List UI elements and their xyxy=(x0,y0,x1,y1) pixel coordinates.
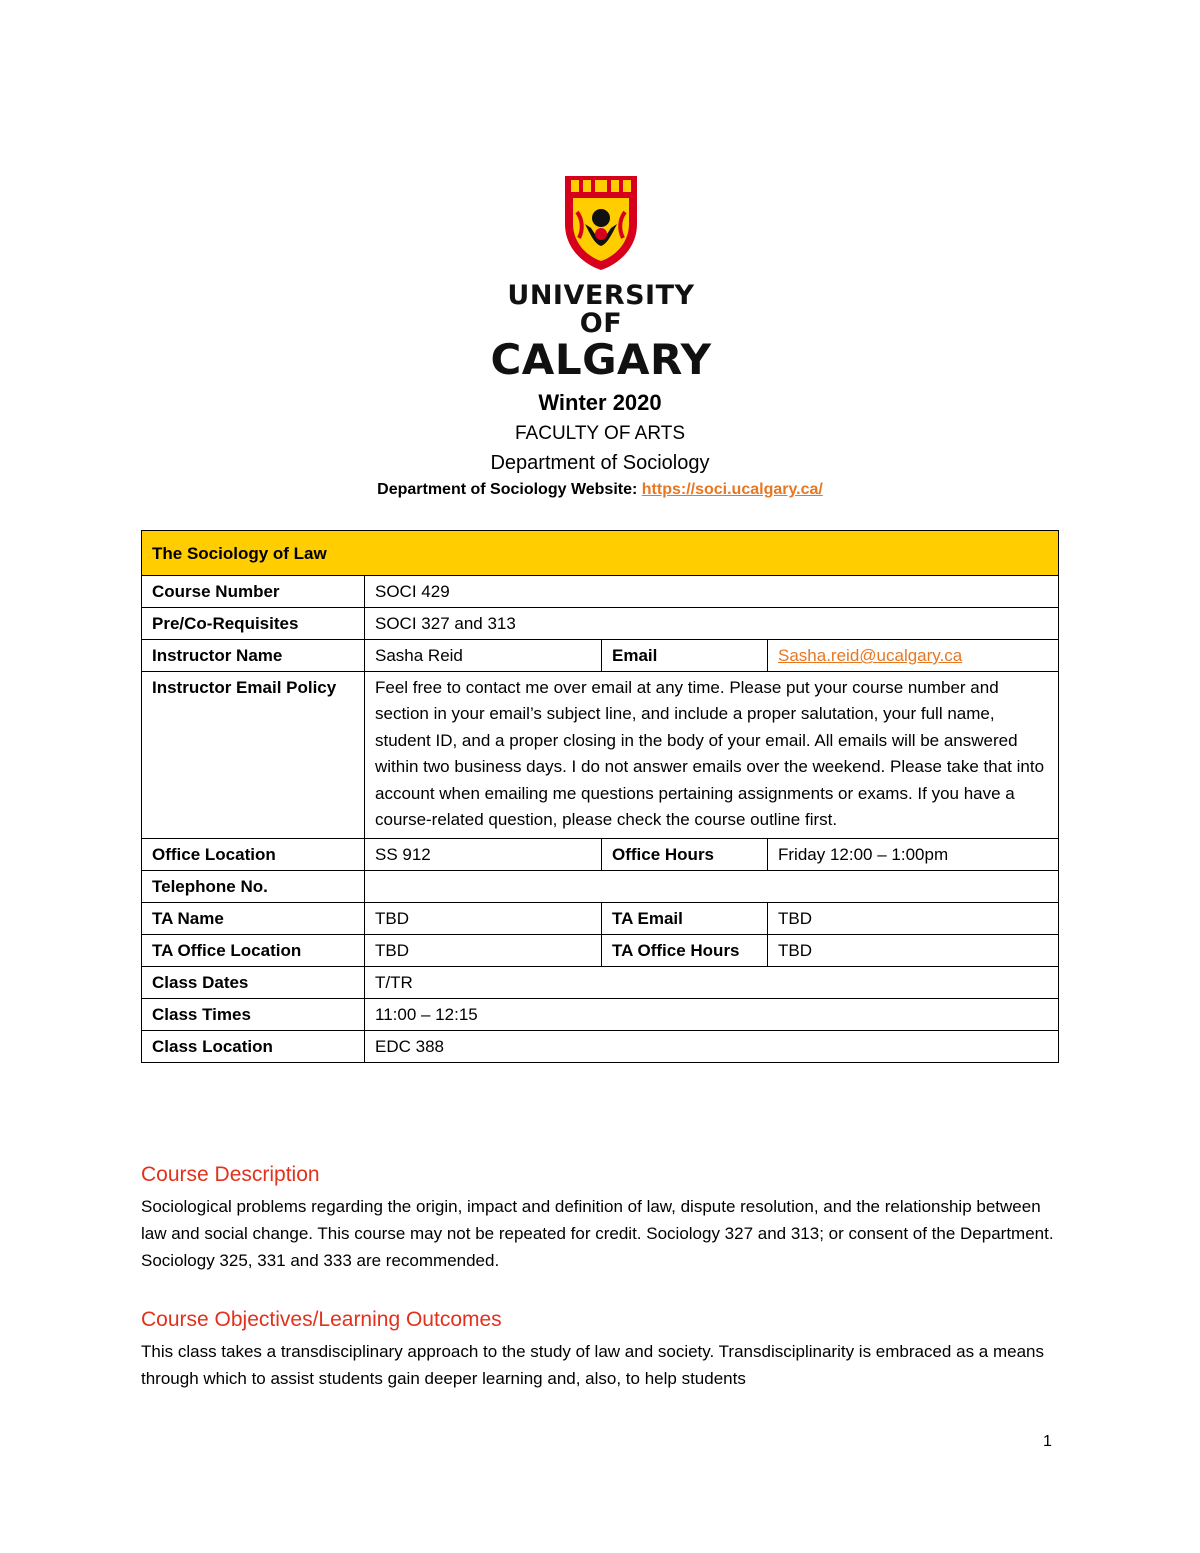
table-row xyxy=(142,672,1059,839)
ta-office-hours-value: TBD xyxy=(768,935,1059,967)
ta-email-label: TA Email xyxy=(602,903,768,935)
table-row xyxy=(142,839,1059,871)
class-times-label: Class Times xyxy=(142,999,365,1031)
office-location-label: Office Location xyxy=(142,839,365,871)
course-description-section xyxy=(141,1163,1059,1274)
telephone-label: Telephone No. xyxy=(142,871,365,903)
website-label: Department of Sociology Website: xyxy=(377,481,642,498)
instructor-value: Sasha Reid xyxy=(365,640,602,672)
course-objectives-section xyxy=(141,1308,1059,1392)
course-objectives-text: This class takes a transdisciplinary approach to the study of law and society. Transdisciplinarity is embraced as a means through which to assist students gain deeper learning and, also, to help students xyxy=(141,1342,1044,1388)
university-logo xyxy=(486,172,716,382)
class-location-label: Class Location xyxy=(142,1031,365,1063)
faculty-name: FACULTY OF ARTS xyxy=(515,423,685,444)
ta-office-location-value: TBD xyxy=(365,935,602,967)
table-row xyxy=(142,1031,1059,1063)
ta-name-label: TA Name xyxy=(142,903,365,935)
class-times-value: 11:00 – 12:15 xyxy=(365,999,1059,1031)
email-policy-value: Feel free to contact me over email at any time. Please put your course number and section in your email’s subject line, and include a proper salutation, your full name, student ID, and a proper closing in the body of your email. All emails will be answered within two business days. I do not answer emails over the weekend. Please take that into account when emailing me questions pertaining assignments or exams. If you have a course-related question, please check the course outline first. xyxy=(365,672,1059,839)
table-row xyxy=(142,608,1059,640)
table-row xyxy=(142,903,1059,935)
prereq-value: SOCI 327 and 313 xyxy=(365,608,1059,640)
class-dates-label: Class Dates xyxy=(142,967,365,999)
instructor-label: Instructor Name xyxy=(142,640,365,672)
table-row xyxy=(142,871,1059,903)
course-objectives-heading: Course Objectives/Learning Outcomes xyxy=(141,1308,502,1331)
instructor-email-link[interactable]: Sasha.reid@ucalgary.ca xyxy=(778,646,963,665)
logo-wordmark-line1: UNIVERSITY OF xyxy=(507,280,695,339)
department-website xyxy=(0,481,1200,499)
ta-email-value: TBD xyxy=(768,903,1059,935)
table-row xyxy=(142,935,1059,967)
website-link[interactable]: https://soci.ucalgary.ca/ xyxy=(641,481,823,498)
ta-office-location-label: TA Office Location xyxy=(142,935,365,967)
table-row xyxy=(142,576,1059,608)
course-description-text: Sociological problems regarding the origin, impact and definition of law, dispute resolution, and the relationship between law and social change. This course may not be repeated for credit. Sociology 327 and 313; or consent of the Department. Sociology 325, 331 and 333 are recommended. xyxy=(141,1197,1054,1270)
telephone-value xyxy=(365,871,1059,903)
ta-name-value: TBD xyxy=(365,903,602,935)
office-hours-value: Friday 12:00 – 1:00pm xyxy=(768,839,1059,871)
email-label: Email xyxy=(602,640,768,672)
class-location-value: EDC 388 xyxy=(365,1031,1059,1063)
office-hours-label: Office Hours xyxy=(602,839,768,871)
course-title: The Sociology of Law xyxy=(142,531,1059,576)
office-location-value: SS 912 xyxy=(365,839,602,871)
department-name: Department of Sociology xyxy=(490,452,710,474)
term-title: Winter 2020 xyxy=(538,390,662,415)
logo-wordmark-line2: CALGARY xyxy=(490,335,712,384)
course-number-label: Course Number xyxy=(142,576,365,608)
table-row xyxy=(142,967,1059,999)
course-info-table xyxy=(141,530,1059,1063)
class-dates-value: T/TR xyxy=(365,967,1059,999)
ta-office-hours-label: TA Office Hours xyxy=(602,935,768,967)
email-cell xyxy=(768,640,1059,672)
course-description-heading: Course Description xyxy=(141,1163,320,1186)
table-row xyxy=(142,999,1059,1031)
table-title-row xyxy=(142,531,1059,576)
email-policy-label: Instructor Email Policy xyxy=(142,672,365,839)
crest-icon xyxy=(561,172,641,272)
page-number: 1 xyxy=(1043,1433,1052,1450)
table-row xyxy=(142,640,1059,672)
prereq-label: Pre/Co-Requisites xyxy=(142,608,365,640)
course-number-value: SOCI 429 xyxy=(365,576,1059,608)
